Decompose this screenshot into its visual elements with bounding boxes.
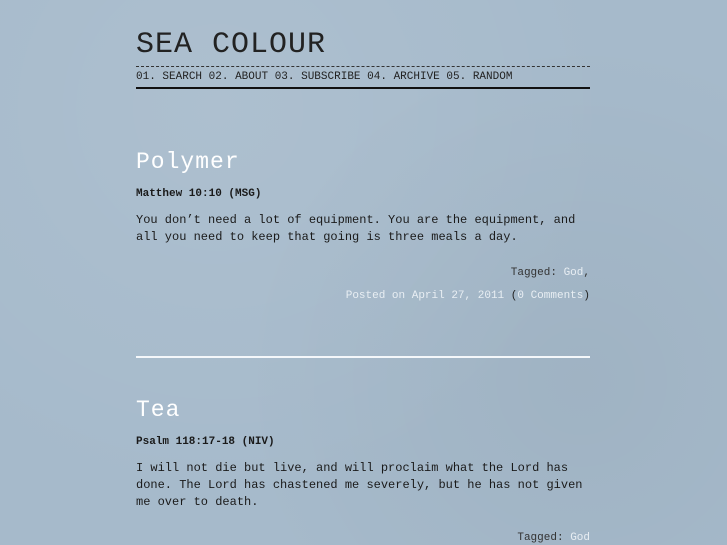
nav-divider: [136, 87, 590, 89]
dashed-divider: [136, 66, 590, 67]
nav-about[interactable]: [209, 71, 268, 83]
post-body: I will not die but live, and will proclaim what the Lord has done. The Lord has chastened me severely, but he has not given me over to death.: [136, 461, 583, 509]
post-title[interactable]: Polymer: [136, 149, 240, 175]
main-nav: [136, 71, 512, 84]
post-tags: [136, 531, 590, 545]
post-tea: [136, 397, 590, 545]
scripture-reference: Psalm 118:17-18 (NIV): [136, 436, 275, 448]
nav-label: SUBSCRIBE: [301, 71, 361, 83]
post-tags: Tagged: God,: [510, 267, 590, 279]
post-body: You don’t need a lot of equipment. You are the equipment, and all you need to keep that going is three meals a day.: [136, 213, 576, 244]
post-date: Posted on April 27, 2011: [345, 290, 505, 302]
nav-num: 02.: [208, 71, 229, 83]
tag-link[interactable]: God: [570, 532, 590, 544]
nav-random[interactable]: [446, 71, 512, 83]
nav-label: RANDOM: [472, 71, 513, 83]
nav-num: 03.: [274, 71, 295, 83]
nav-label: SEARCH: [162, 71, 203, 83]
scripture-reference: Matthew 10:10 (MSG): [136, 188, 262, 200]
post-separator: [136, 356, 590, 358]
nav-search[interactable]: [136, 71, 202, 83]
tagged-label: Tagged:: [517, 532, 564, 544]
tagged-label: Tagged:: [510, 267, 557, 279]
nav-archive[interactable]: [367, 71, 440, 83]
nav-num: 01.: [136, 71, 156, 83]
post-meta: Posted on April 27, 2011 (0 Comments): [345, 290, 590, 302]
post-title[interactable]: Tea: [136, 397, 181, 423]
nav-subscribe[interactable]: [275, 71, 361, 83]
site-title[interactable]: SEA COLOUR: [136, 28, 327, 62]
nav-num: 05.: [446, 71, 467, 83]
nav-label: ABOUT: [235, 71, 269, 83]
post-polymer: [136, 149, 590, 303]
nav-num: 04.: [367, 71, 387, 83]
nav-label: ARCHIVE: [393, 71, 440, 83]
tag-link[interactable]: God: [563, 267, 584, 279]
comments-link[interactable]: 0 Comments: [517, 290, 584, 302]
